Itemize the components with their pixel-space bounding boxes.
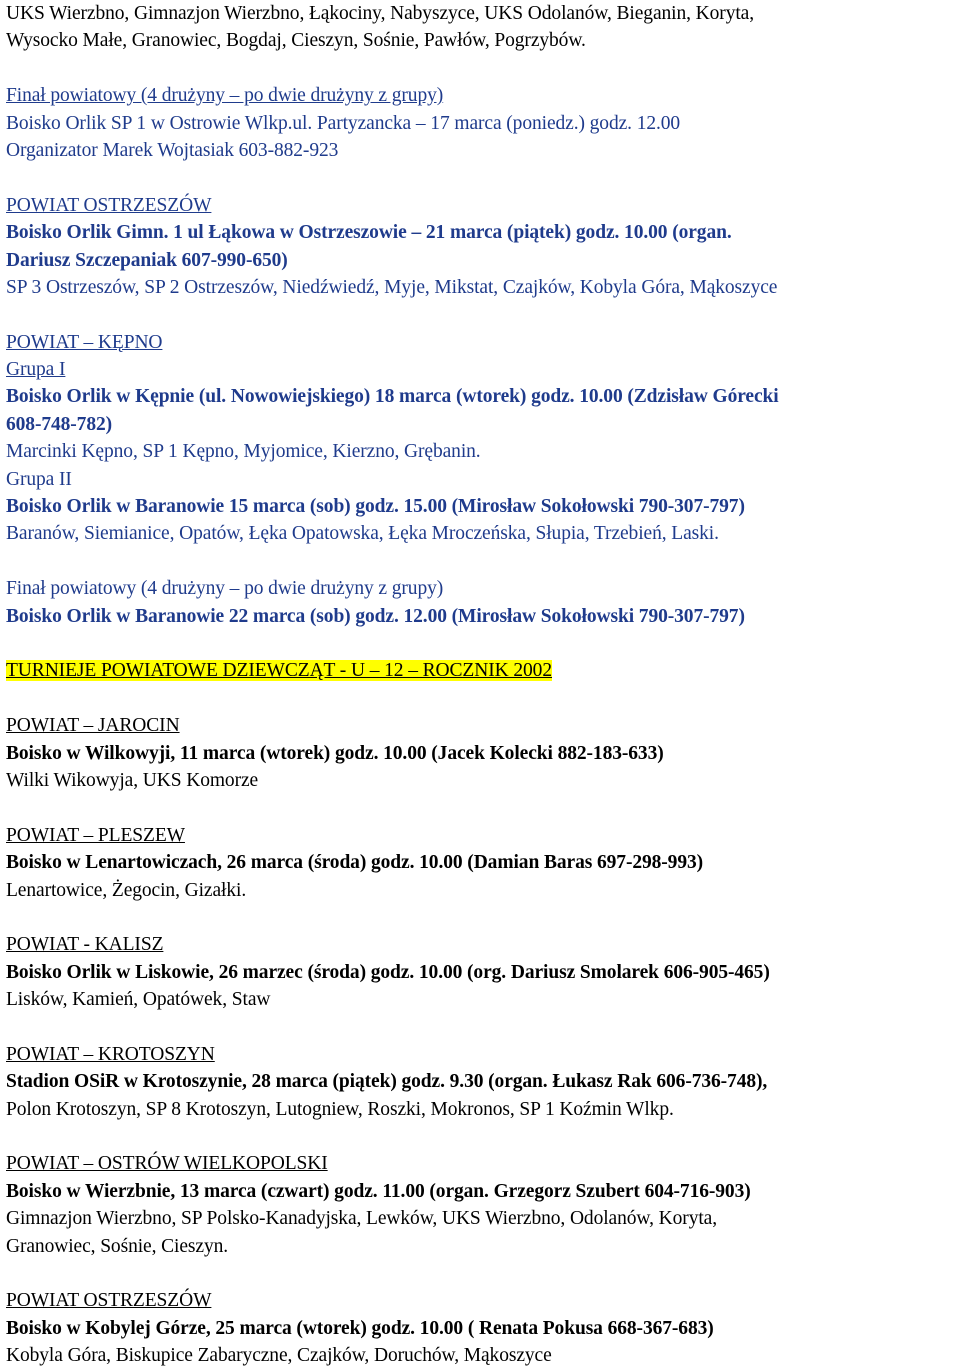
section-heading-pleszew: POWIAT – PLESZEW [6,824,185,846]
section-heading-kepno: POWIAT – KĘPNO [6,331,163,353]
section-heading-ostrzeszow: POWIAT OSTRZESZÓW [6,1290,212,1312]
section-heading-ostrzeszow: POWIAT OSTRZESZÓW [6,194,212,216]
team-list-line: Marcinki Kępno, SP 1 Kępno, Myjomice, Kierzno, Grębanin. [6,441,481,463]
venue-line: Boisko w Lenartowiczach, 26 marca (środa) godz. 10.00 (Damian Baras 697-298-993) [6,852,704,874]
final-heading: Finał powiatowy (4 drużyny – po dwie drużyny z grupy) [6,578,444,600]
team-list-line: Wysocko Małe, Granowiec, Bogdaj, Cieszyn, Sośnie, Pawłów, Pogrzybów. [6,30,586,52]
team-list-line: Polon Krotoszyn, SP 8 Krotoszyn, Lutogniew, Roszki, Mokronos, SP 1 Koźmin Wlkp. [6,1098,674,1120]
organizer-line: 608-748-782) [6,413,113,435]
group-heading: Grupa II [6,468,72,490]
organizer-line: Organizator Marek Wojtasiak 603-882-923 [6,139,339,161]
group-heading: Grupa I [6,359,66,381]
team-list-line: Wilki Wikowyja, UKS Komorze [6,769,259,791]
team-list-line: SP 3 Ostrzeszów, SP 2 Ostrzeszów, Niedźwiedź, Myje, Mikstat, Czajków, Kobyla Góra, Mąkoszyce [6,276,778,298]
team-list-line: Lenartowice, Żegocin, Gizałki. [6,879,247,901]
team-list-line: Baranów, Siemianice, Opatów, Łęka Opatowska, Łęka Mroczeńska, Słupia, Trzebień, Laski. [6,523,719,545]
venue-line: Boisko Orlik w Liskowie, 26 marzec (środa) godz. 10.00 (org. Dariusz Smolarek 606-905-465) [6,961,770,983]
section-heading-kalisz: POWIAT - KALISZ [6,934,164,956]
venue-line: Boisko Orlik w Baranowie 15 marca (sob) godz. 15.00 (Mirosław Sokołowski 790-307-797) [6,496,745,518]
section-heading-krotoszyn: POWIAT – KROTOSZYN [6,1043,215,1065]
venue-line: Boisko Orlik w Kępnie (ul. Nowowiejskiego) 18 marca (wtorek) godz. 10.00 (Zdzisław Górecki [6,386,779,408]
team-list-line: Gimnazjon Wierzbno, SP Polsko-Kanadyjska, Lewków, UKS Wierzbno, Odolanów, Koryta, [6,1208,717,1230]
venue-line: Stadion OSiR w Krotoszynie, 28 marca (piątek) godz. 9.30 (organ. Łukasz Rak 606-736-748), [6,1071,768,1093]
section-heading-jarocin: POWIAT – JAROCIN [6,715,180,737]
team-list-line: Lisków, Kamień, Opatówek, Staw [6,989,271,1011]
venue-line: Boisko w Wierzbnie, 13 marca (czwart) godz. 11.00 (organ. Grzegorz Szubert 604-716-903) [6,1180,751,1202]
tournament-title: TURNIEJE POWIATOWE DZIEWCZĄT - U – 12 – ROCZNIK 2002 [6,660,552,682]
venue-line: Boisko Orlik SP 1 w Ostrowie Wlkp.ul. Partyzancka – 17 marca (poniedz.) godz. 12.00 [6,112,681,134]
team-list-line: UKS Wierzbno, Gimnazjon Wierzbno, Łąkociny, Nabyszyce, UKS Odolanów, Bieganin, Koryta, [6,3,754,24]
organizer-line: Dariusz Szczepaniak 607-990-650) [6,249,288,271]
venue-line: Boisko Orlik Gimn. 1 ul Łąkowa w Ostrzeszowie – 21 marca (piątek) godz. 10.00 (organ. [6,222,732,244]
venue-line: Boisko w Wilkowyji, 11 marca (wtorek) godz. 10.00 (Jacek Kolecki 882-183-633) [6,742,664,764]
venue-line: Boisko w Kobylej Górze, 25 marca (wtorek) godz. 10.00 ( Renata Pokusa 668-367-683) [6,1317,714,1339]
team-list-line: Granowiec, Sośnie, Cieszyn. [6,1235,229,1257]
section-heading-ostrow: POWIAT – OSTRÓW WIELKOPOLSKI [6,1153,328,1175]
team-list-line: Kobyla Góra, Biskupice Zabaryczne, Czajków, Doruchów, Mąkoszyce [6,1345,552,1367]
venue-line: Boisko Orlik w Baranowie 22 marca (sob) godz. 12.00 (Mirosław Sokołowski 790-307-797) [6,605,745,627]
final-heading: Finał powiatowy (4 drużyny – po dwie drużyny z grupy) [6,85,444,107]
